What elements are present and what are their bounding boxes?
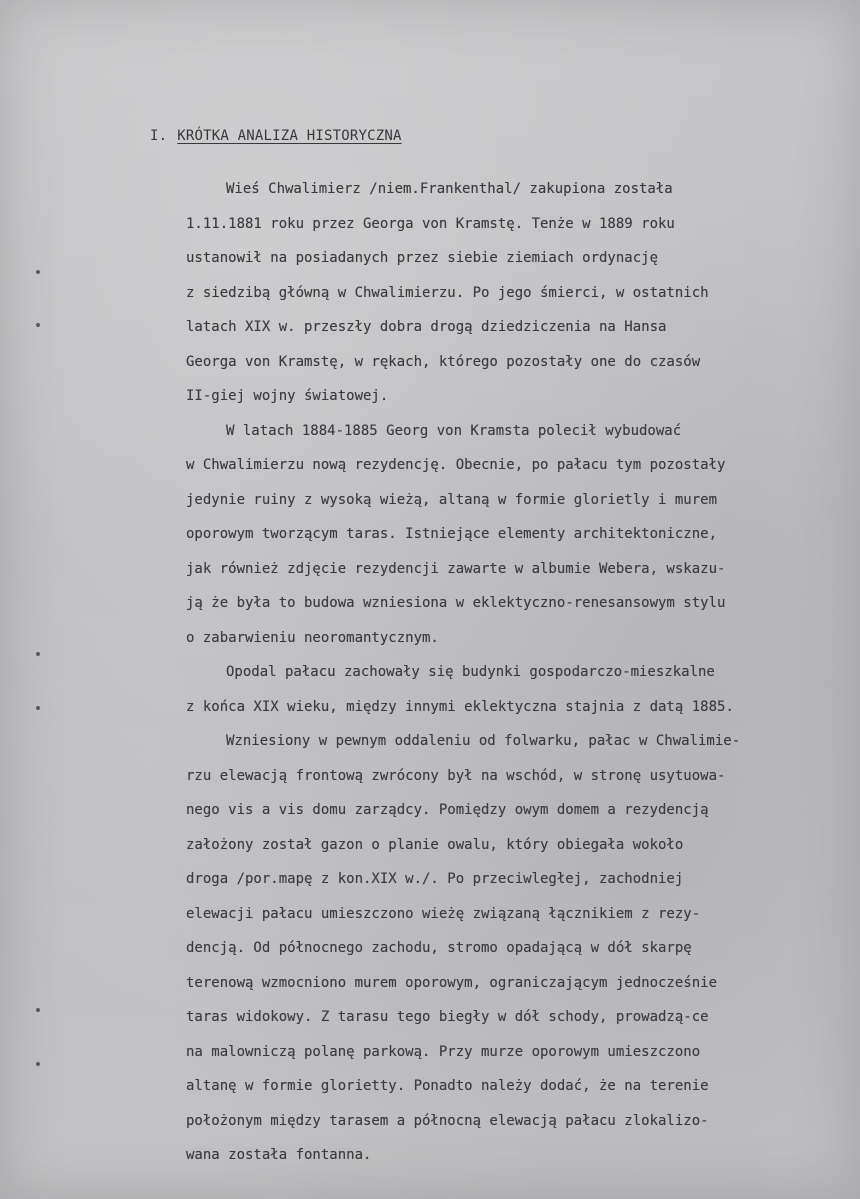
text-line: jedynie ruiny z wysoką wieżą, altaną w formie glorietly i murem	[186, 491, 718, 508]
text-line: terenową wzmocniono murem oporowym, ograniczającym jednocześnie	[186, 974, 718, 991]
text-line: elewacji pałacu umieszczono wieżę związaną łącznikiem z rezy-	[186, 905, 701, 922]
text-line: z siedzibą główną w Chwalimierzu. Po jego śmierci, w ostatnich	[186, 284, 709, 301]
text-line: nego vis a vis domu zarządcy. Pomiędzy owym domem a rezydencją	[186, 802, 709, 818]
text-line: Wieś Chwalimierz /niem.Frankenthal/ zakupiona została	[226, 181, 673, 197]
punch-hole-mark	[36, 1062, 40, 1066]
punch-hole-mark	[36, 270, 40, 274]
text-line: latach XIX w. przeszły dobra drogą dziedziczenia na Hansa	[186, 319, 667, 335]
section-heading	[150, 128, 414, 144]
body-text	[186, 172, 851, 1173]
text-line: dencją. Od północnego zachodu, stromo opadającą w dół skarpę	[186, 940, 692, 956]
text-line: z końca XIX wieku, między innymi eklektyczna stajnia z datą 1885.	[186, 698, 734, 715]
text-line: założony został gazon o planie owalu, który obiegała wokoło	[186, 836, 684, 853]
text-line: altanę w formie glorietty. Ponadto należy dodać, że na terenie	[186, 1078, 709, 1094]
punch-hole-mark	[36, 706, 40, 710]
section-number: I.	[150, 128, 168, 144]
text-line: oporowym tworzącym taras. Istniejące elementy architektoniczne,	[186, 526, 718, 542]
text-line: ustanowił na posiadanych przez siebie ziemiach ordynację	[186, 250, 659, 266]
text-line: jak również zdjęcie rezydencji zawarte w albumie Webera, wskazu-	[186, 560, 726, 577]
text-line: o zabarwieniu neoromantycznym.	[186, 629, 439, 646]
text-line: Georga von Kramstę, w rękach, którego pozostały one do czasów	[186, 353, 701, 370]
text-line: Opodal pałacu zachowały się budynki gospodarczo-mieszkalne	[226, 664, 715, 680]
text-line: wana została fontanna.	[186, 1147, 372, 1163]
text-line: na malowniczą polanę parkową. Przy murze oporowym umieszczono	[186, 1043, 701, 1060]
section-title: KRÓTKA ANALIZA HISTORYCZNA	[177, 128, 402, 144]
punch-hole-mark	[36, 1008, 40, 1012]
punch-hole-mark	[36, 323, 40, 327]
text-line: położonym między tarasem a północną elewacją pałacu zlokalizo-	[186, 1112, 709, 1129]
punch-hole-mark	[36, 652, 40, 656]
text-line: W latach 1884-1885 Georg von Kramsta polecił wybudować	[226, 422, 682, 439]
text-line: ją że była to budowa wzniesiona w eklektyczno-renesansowym stylu	[186, 595, 726, 611]
text-line: w Chwalimierzu nową rezydencję. Obecnie, po pałacu tym pozostały	[186, 457, 726, 473]
text-line: Wzniesiony w pewnym oddaleniu od folwarku, pałac w Chwalimie-	[226, 733, 741, 749]
text-line: taras widokowy. Z tarasu tego biegły w dół schody, prowadzą-ce	[186, 1009, 709, 1025]
text-line: rzu elewacją frontową zwrócony był na wschód, w stronę usytuowa-	[186, 767, 726, 784]
text-line: 1.11.1881 roku przez Georga von Kramstę. Tenże w 1889 roku	[186, 215, 675, 232]
text-line: II-giej wojny światowej.	[186, 388, 389, 404]
text-line: droga /por.mapę z kon.XIX w./. Po przeciwległej, zachodniej	[186, 871, 684, 887]
